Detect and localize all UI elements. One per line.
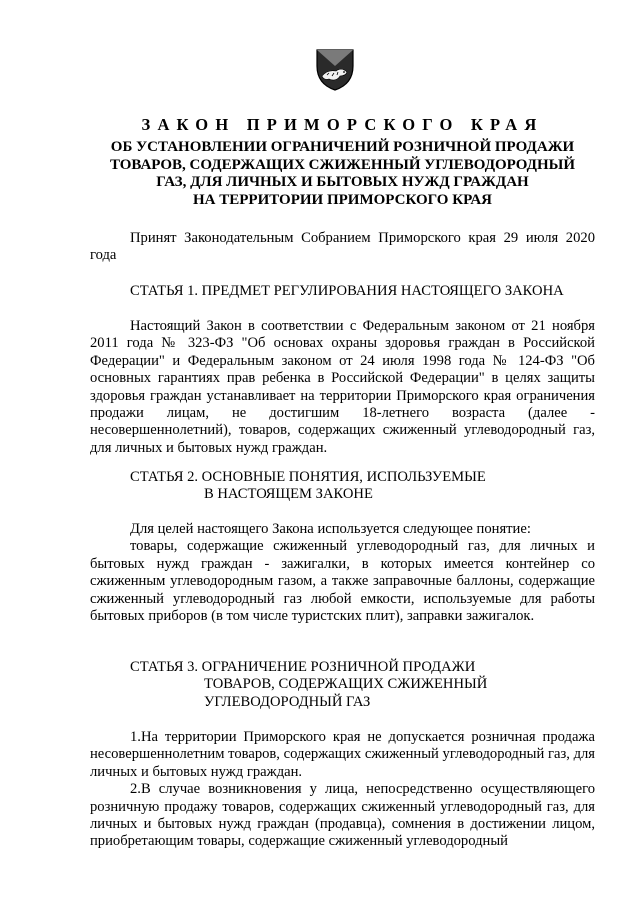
article-3-item-1: 1.На территории Приморского края не допускается розничная продажа несовершеннолетним товаров, содержащих сжиженный углеводородный газ, для личных и бытовых нужд граждан.: [90, 729, 595, 780]
adoption-text: Принят Законодательным Собранием Приморского края 29 июля 2020 года: [90, 230, 595, 264]
article-3-item-2: 2.В случае возникновения у лица, непосредственно осуществляющего розничную продажу товаров, содержащих сжиженный углеводородный газ, для личных и бытовых нужд граждан (продавца), сомнения в достижении лицом, приобретающим товары, содержащие сжиженный углеводородный: [90, 781, 595, 850]
article-1-paragraph: Настоящий Закон в соответствии с Федеральным законом от 21 ноября 2011 года № 323-ФЗ "Об основах охраны здоровья граждан в Российской Федерации" и Федеральным законом от 24 июля 1998 года № 124-ФЗ "Об основных гарантиях прав ребенка в Российской Федерации" в целях защиты здоровья граждан устанавливает на территории Приморского края ограничения продажи лицам, не достигшим 18-летнего возраста (далее - несовершеннолетний), товаров, содержащих сжиженный углеводородный газ, для личных и бытовых нужд граждан.: [90, 318, 595, 456]
article-3-heading: [130, 659, 600, 711]
article-heading-line: В НАСТОЯЩЕМ ЗАКОНЕ: [204, 486, 373, 503]
article-2-intro: Для целей настоящего Закона используется следующее понятие:: [130, 521, 531, 537]
article-2-heading: [130, 469, 600, 504]
article-2-body: [90, 521, 595, 625]
law-subtitle: [90, 139, 595, 209]
article-heading-line: СТАТЬЯ 3. ОГРАНИЧЕНИЕ РОЗНИЧНОЙ ПРОДАЖИ: [130, 659, 476, 675]
article-heading-line: СТАТЬЯ 2. ОСНОВНЫЕ ПОНЯТИЯ, ИСПОЛЬЗУЕМЫЕ: [130, 469, 486, 485]
primorsky-coat-of-arms-icon: [313, 46, 357, 92]
article-1-body: [90, 318, 595, 457]
subtitle-line: НА ТЕРРИТОРИИ ПРИМОРСКОГО КРАЯ: [192, 191, 493, 208]
article-heading-line: ТОВАРОВ, СОДЕРЖАЩИХ СЖИЖЕННЫЙ: [204, 676, 488, 693]
law-title: ЗАКОН ПРИМОРСКОГО КРАЯ: [141, 115, 544, 134]
adoption-block: [90, 230, 595, 265]
article-3-body: [90, 729, 595, 851]
subtitle-line: ТОВАРОВ, СОДЕРЖАЩИХ СЖИЖЕННЫЙ УГЛЕВОДОРОДНЫЙ: [109, 156, 576, 173]
article-heading-line: СТАТЬЯ 1. ПРЕДМЕТ РЕГУЛИРОВАНИЯ НАСТОЯЩЕГО ЗАКОНА: [130, 283, 564, 299]
article-1-heading: [130, 283, 600, 300]
subtitle-line: ГАЗ, ДЛЯ ЛИЧНЫХ И БЫТОВЫХ НУЖД ГРАЖДАН: [156, 174, 529, 190]
subtitle-line: ОБ УСТАНОВЛЕНИИ ОГРАНИЧЕНИЙ РОЗНИЧНОЙ ПРОДАЖИ: [110, 139, 575, 155]
article-2-definition: товары, содержащие сжиженный углеводородный газ, для личных и бытовых нужд граждан - зажигалки, в которых имеется контейнер со сжиженным углеводородным газом, а также заправочные баллоны, содержащие сжиженный углеводородный газ любой емкости, используемые для работы бытовых приборов (в том числе туристских плит), заправки зажигалок.: [90, 538, 595, 625]
article-heading-line: УГЛЕВОДОРОДНЫЙ ГАЗ: [204, 693, 371, 710]
